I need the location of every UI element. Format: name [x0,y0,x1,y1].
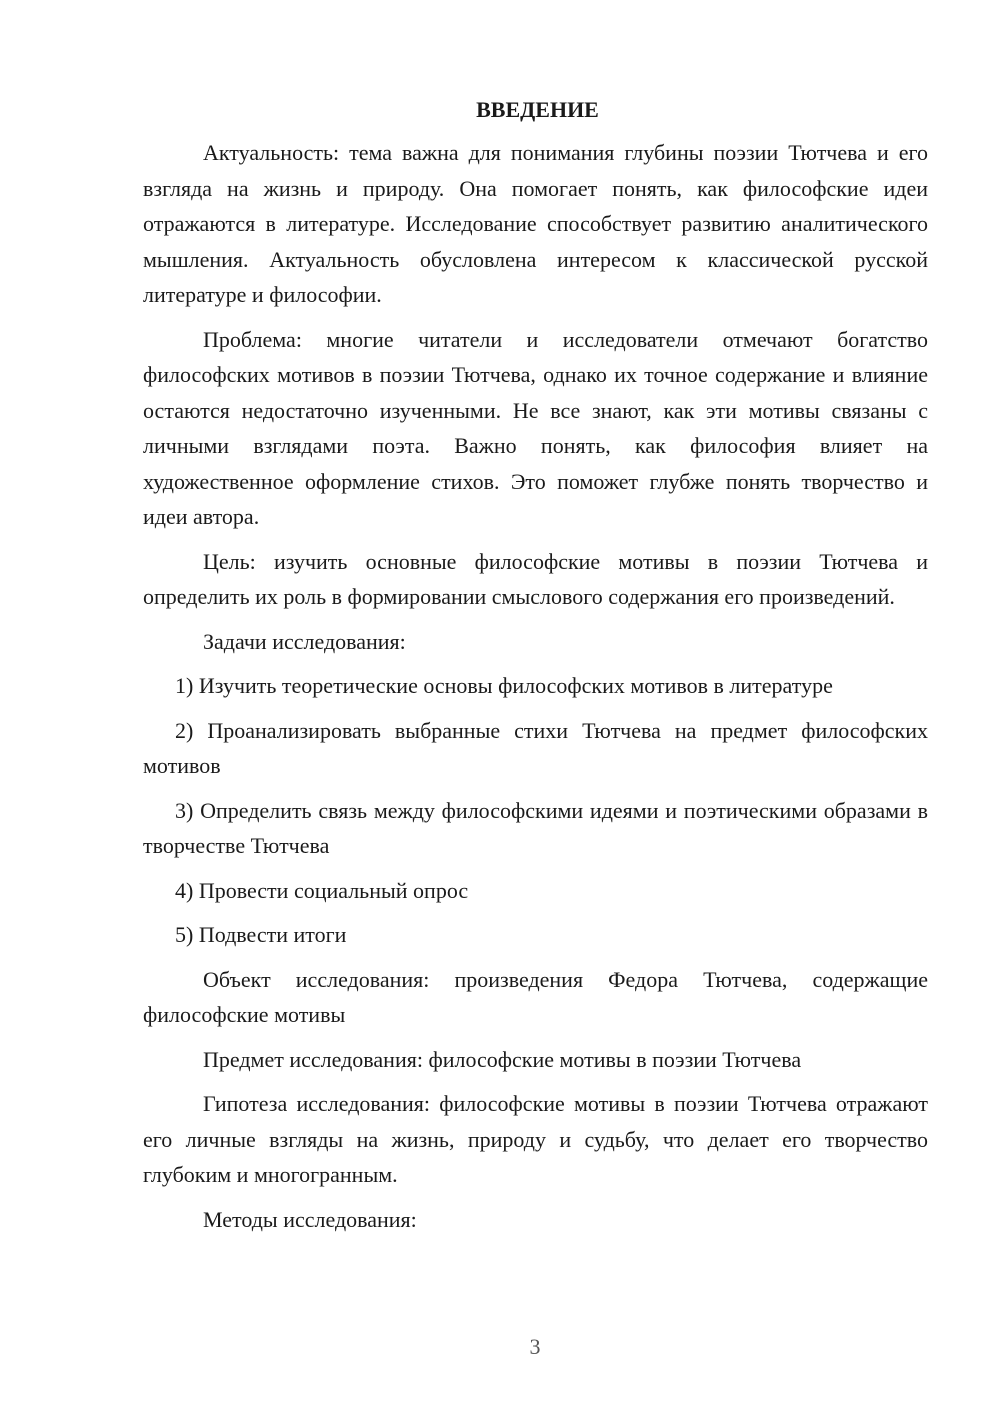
tasks-heading: Задачи исследования: [203,628,406,654]
page-title: ВВЕДЕНИЕ [476,97,599,122]
task-item-2: 2) Проанализировать выбранные стихи Тютчева на предмет философских мотивов [143,717,928,778]
paragraph-methods: Методы исследования: [203,1206,417,1232]
paragraph-goal: Цель: изучить основные философские мотивы в поэзии Тютчева и определить их роль в формировании смыслового содержания его произведений. [143,548,928,609]
paragraph-hypothesis: Гипотеза исследования: философские мотивы в поэзии Тютчева отражают его личные взгляды на жизнь, природу и судьбу, что делает его творчество глубоким и многогранным. [143,1091,928,1187]
paragraph-relevance: Актуальность: тема важна для понимания глубины поэзии Тютчева и его взгляда на жизнь и природу. Она помогает понять, как философские идеи отражаются в литературе. Исследование способствует развитию аналитического мышления. Актуальность обусловлена интересом к классической русской литературе и философии. [143,140,928,307]
paragraph-problem: Проблема: многие читатели и исследователи отмечают богатство философских мотивов в поэзии Тютчева, однако их точное содержание и влияние остаются недостаточно изученными. Не все знают, как эти мотивы связаны с личными взглядами поэта. Важно понять, как философия влияет на художественное оформление стихов. Это поможет глубже понять творчество и идеи автора. [143,326,928,529]
paragraph-subject: Предмет исследования: философские мотивы в поэзии Тютчева [203,1046,802,1072]
page-number: 3 [529,1334,541,1359]
task-item-4: 4) Провести социальный опрос [175,877,469,903]
task-item-5: 5) Подвести итоги [175,922,347,947]
task-item-1: 1) Изучить теоретические основы философских мотивов в литературе [175,673,833,698]
task-item-3: 3) Определить связь между философскими идеями и поэтическими образами в творчестве Тютчева [143,797,928,858]
document-page [143,95,928,1237]
paragraph-object: Объект исследования: произведения Федора Тютчева, содержащие философские мотивы [143,966,928,1027]
